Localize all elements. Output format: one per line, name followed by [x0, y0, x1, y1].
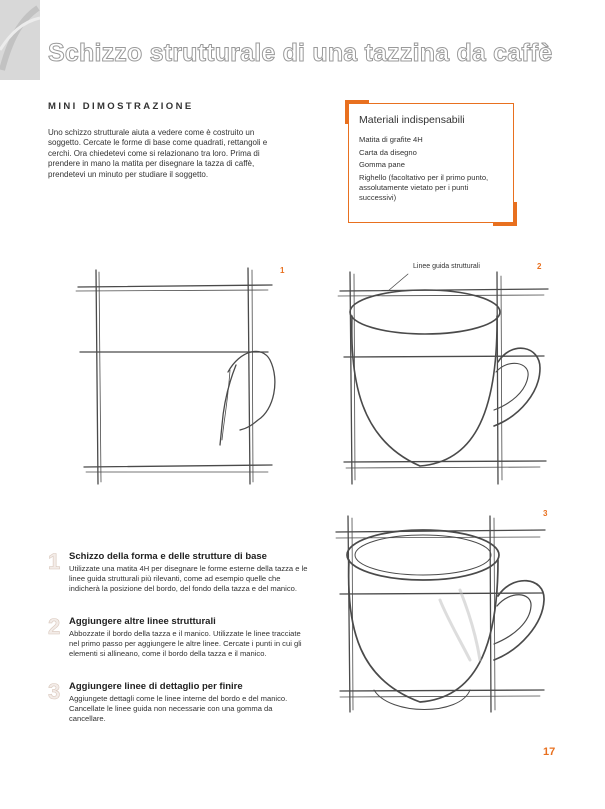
- step-number: 3: [48, 679, 61, 704]
- guide-lines-label: Linee guida strutturali: [413, 263, 480, 270]
- step-number: 1: [48, 549, 61, 574]
- step-number: 2: [48, 614, 61, 639]
- figure-number-2: 2: [537, 262, 542, 271]
- step-title: Aggiungere linee di dettaglio per finire: [69, 681, 243, 692]
- materials-item: Gomma pane: [359, 160, 406, 169]
- sketch-figure-3: [336, 516, 545, 712]
- page-number: 17: [543, 746, 556, 758]
- sketch-figure-1: [76, 268, 275, 484]
- figure-number-3: 3: [543, 509, 548, 518]
- section-subtitle: MINI DIMOSTRAZIONE: [48, 101, 194, 112]
- sketch-figure-2: [338, 272, 548, 484]
- step-text: Aggiungete dettagli come le linee interne del bordo e del manico. Cancellate le linee guida non necessarie con una gomma da cancellare.: [69, 694, 288, 723]
- step-2: [48, 616, 312, 676]
- step-1: [48, 551, 312, 611]
- step-text: Abbozzate il bordo della tazza e il manico. Utilizzate le linee tracciate nel primo passo per aggiungere le altre linee. Cercate i punti in cui gli elementi si allineano, come il bordo della tazza e il manico.: [69, 629, 302, 658]
- intro-paragraph: Uno schizzo strutturale aiuta a vedere come è costruito un soggetto. Cercate le forme di base come quadrati, rettangoli e cerchi. Ora chiedetevi come si relazionano tra loro. Prima di prendere in mano la matita per disegnare la tazza di caffè, prendetevi un minuto per studiare il soggetto.: [48, 128, 268, 179]
- materials-item: Matita di grafite 4H: [359, 135, 423, 144]
- materials-item: Righello (facoltativo per il primo punto, assolutamente vietato per i punti successivi): [359, 172, 489, 202]
- page-title: Schizzo strutturale di una tazzina da caffè: [48, 39, 553, 67]
- step-title: Aggiungere altre linee strutturali: [69, 616, 216, 627]
- materials-heading: Materiali indispensabili: [359, 114, 465, 126]
- materials-item: Carta da disegno: [359, 147, 417, 157]
- figure-number-1: 1: [280, 266, 285, 275]
- step-title: Schizzo della forma e delle strutture di base: [69, 551, 267, 562]
- step-text: Utilizzate una matita 4H per disegnare le forme esterne della tazza e le linee guida strutturali più rilevanti, come ad esempio quelle che indicherà la posizione del bordo, del fondo della tazza e del manico.: [69, 564, 308, 593]
- step-3: [48, 681, 312, 731]
